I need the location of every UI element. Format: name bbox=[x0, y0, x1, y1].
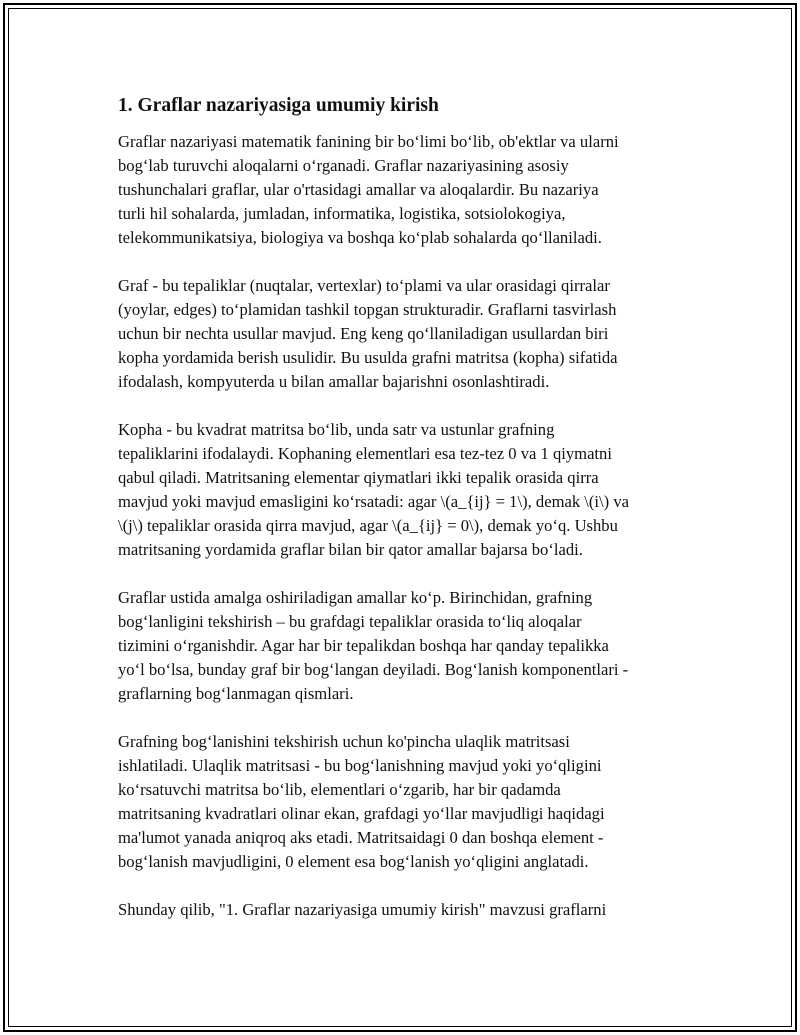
text-line: (yoylar, edges) to‘plamidan tashkil topgan strukturadir. Graflarni tasvirlash bbox=[118, 300, 617, 319]
text-line: ishlatiladi. Ulaqlik matritsasi - bu bog‘lanishning mavjud yoki yo‘qligini bbox=[118, 756, 602, 775]
text-line: Graflar nazariyasi matematik fanining bir bo‘limi bo‘lib, ob'ektlar va ularni bbox=[118, 132, 619, 151]
paragraph-6 bbox=[118, 898, 693, 922]
text-line: graflarning bog‘lanmagan qismlari. bbox=[118, 684, 354, 703]
paragraph-4 bbox=[118, 586, 693, 706]
text-line: uchun bir nechta usullar mavjud. Eng keng qo‘llaniladigan usullardan biri bbox=[118, 324, 609, 343]
text-line: bog‘lanligini tekshirish – bu grafdagi tepaliklar orasida to‘liq aloqalar bbox=[118, 612, 582, 631]
text-line: Graflar ustida amalga oshiriladigan amallar ko‘p. Birinchidan, grafning bbox=[118, 588, 593, 607]
text-line: Kopha - bu kvadrat matritsa bo‘lib, unda satr va ustunlar grafning bbox=[118, 420, 555, 439]
paragraph-5 bbox=[118, 730, 693, 874]
text-line: Graf - bu tepaliklar (nuqtalar, vertexlar) to‘plami va ular orasidagi qirralar bbox=[118, 276, 610, 295]
text-line: mavjud yoki mavjud emasligini ko‘rsatadi: agar \(a_{ij} = 1\), demak \(i\) va bbox=[118, 492, 629, 511]
text-line: \(j\) tepaliklar orasida qirra mavjud, agar \(a_{ij} = 0\), demak yo‘q. Ushbu bbox=[118, 516, 618, 535]
text-line: ma'lumot yanada aniqroq aks etadi. Matritsaidagi 0 dan boshqa element - bbox=[118, 828, 604, 847]
text-line: tizimini o‘rganishdir. Agar har bir tepalikdan boshqa har qanday tepalikka bbox=[118, 636, 609, 655]
text-line: tepaliklarini ifodalaydi. Kophaning elementlari esa tez-tez 0 va 1 qiymatni bbox=[118, 444, 612, 463]
text-line: telekommunikatsiya, biologiya va boshqa ko‘plab sohalarda qo‘llaniladi. bbox=[118, 228, 602, 247]
text-line: Grafning bog‘lanishini tekshirish uchun ko'pincha ulaqlik matritsasi bbox=[118, 732, 570, 751]
text-line: qabul qiladi. Matritsaning elementar qiymatlari ikki tepalik orasida qirra bbox=[118, 468, 599, 487]
text-line: kopha yordamida berish usulidir. Bu usulda grafni matritsa (kopha) sifatida bbox=[118, 348, 618, 367]
text-line: bog‘lab turuvchi aloqalarni o‘rganadi. Graflar nazariyasining asosiy bbox=[118, 156, 569, 175]
text-line: Shunday qilib, "1. Graflar nazariyasiga umumiy kirish" mavzusi graflarni bbox=[118, 900, 607, 919]
document-body bbox=[118, 92, 693, 946]
paragraph-1 bbox=[118, 130, 693, 250]
text-line: matritsaning kvadratlari olinar ekan, grafdagi yo‘llar mavjudligi haqidagi bbox=[118, 804, 605, 823]
text-line: yo‘l bo‘lsa, bunday graf bir bog‘langan deyiladi. Bog‘lanish komponentlari - bbox=[118, 660, 629, 679]
text-line: bog‘lanish mavjudligini, 0 element esa bog‘lanish yo‘qligini anglatadi. bbox=[118, 852, 589, 871]
text-line: turli hil sohalarda, jumladan, informatika, logistika, sotsiolokogiya, bbox=[118, 204, 566, 223]
paragraph-3 bbox=[118, 418, 693, 562]
text-line: matritsaning yordamida graflar bilan bir qator amallar bajarsa bo‘ladi. bbox=[118, 540, 583, 559]
text-line: tushunchalari graflar, ular o'rtasidagi amallar va aloqalardir. Bu nazariya bbox=[118, 180, 599, 199]
text-line: ifodalash, kompyuterda u bilan amallar bajarishni osonlashtiradi. bbox=[118, 372, 550, 391]
document-title: 1. Graflar nazariyasiga umumiy kirish bbox=[118, 95, 439, 116]
paragraph-2 bbox=[118, 274, 693, 394]
text-line: ko‘rsatuvchi matritsa bo‘lib, elementlari o‘zgarib, har bir qadamda bbox=[118, 780, 561, 799]
